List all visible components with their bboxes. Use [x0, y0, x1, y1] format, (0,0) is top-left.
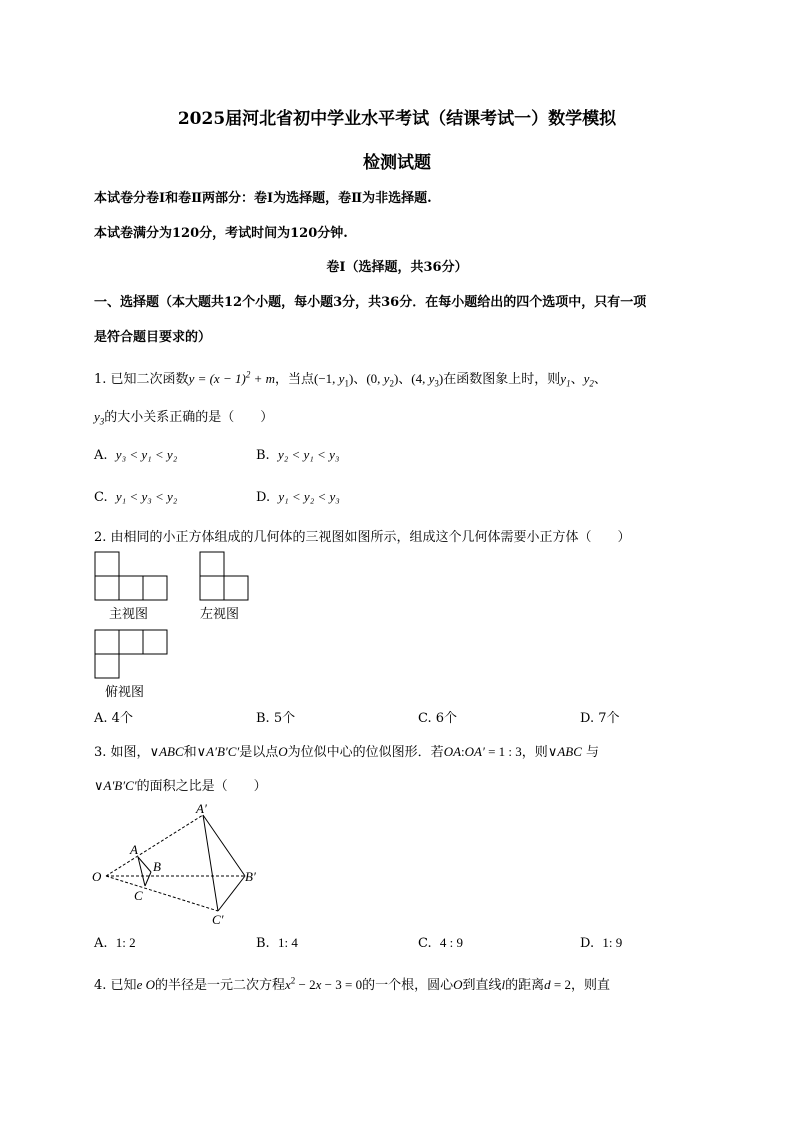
point-A-prime-label: A′	[196, 801, 207, 816]
top-view-label: 俯视图	[105, 685, 145, 700]
question-3-stem-cont: ∨A′B′C′的面积之比是（ ）	[94, 778, 267, 794]
section-instructions-line-2: 是符合题目要求的）	[94, 330, 212, 345]
q1-option-a[interactable]: A. y₃ < y₁ < y₂	[94, 447, 178, 463]
point-B-prime-label: B′	[245, 869, 256, 884]
point-A-label: A	[130, 842, 138, 857]
q3-option-b[interactable]: B. 1: 4	[256, 935, 298, 951]
page-subtitle: 检测试题	[363, 153, 431, 173]
left-view-label: 左视图	[200, 607, 240, 622]
section-instructions-line-1: 一、选择题（本大题共12个小题，每小题3分，共36分．在每小题给出的四个选项中，只有一项	[94, 295, 647, 310]
intro-line-2: 本试卷满分为120分，考试时间为120分钟.	[94, 226, 348, 241]
homothety-figure	[88, 800, 278, 928]
point-C-label: C	[134, 888, 143, 903]
section-heading: 卷Ⅰ（选择题，共36分）	[326, 260, 468, 275]
q2-option-b[interactable]: B. 5个	[256, 711, 296, 726]
point-2: (0, $y_2$)	[366, 371, 399, 389]
front-view-label: 主视图	[109, 607, 149, 622]
question-3-stem: 3. 如图，∨ABC和∨A′B′C′是以点O为位似中心的位似图形．若OA:OA′ = 1 : 3，则∨ABC 与	[94, 744, 600, 760]
q2-option-d[interactable]: D. 7个	[580, 711, 620, 726]
question-1-stem: 1. 已知二次函数$y = (x - 1)^2 + m$，当点(−1, $y_1$)、(0, $y_2$)、(4, $y_3$)在函数图象上时，则$y_1$、$y_2$、	[94, 369, 607, 389]
q1-option-d[interactable]: D. y₁ < y₂ < y₃	[256, 489, 340, 505]
question-2-stem: 2. 由相同的小正方体组成的几何体的三视图如图所示，组成这个几何体需要小正方体（ ）	[94, 530, 631, 545]
point-3: (4, $y_3$)	[411, 371, 444, 389]
question-4-stem: 4. 已知e O的半径是一元二次方程$x^2 - 2x - 3 = 0$的一个根，圆心O到直线l的距离d = 2，则直	[94, 975, 610, 993]
function-formula: $y = (x - 1)^2 + m$	[188, 369, 275, 386]
q3-option-a[interactable]: A. 1: 2	[94, 935, 136, 951]
intro-line-1: 本试卷分卷Ⅰ和卷Ⅱ两部分：卷Ⅰ为选择题，卷Ⅱ为非选择题.	[94, 191, 432, 206]
q3-option-c[interactable]: C. 4 : 9	[418, 935, 464, 951]
q2-option-c[interactable]: C. 6个	[418, 711, 458, 726]
question-number: 1.	[94, 372, 107, 387]
point-O-label: O	[92, 869, 102, 884]
point-B-label: B	[153, 859, 161, 874]
point-1: (−1, $y_1$)	[314, 371, 354, 389]
page-title: 2025届河北省初中学业水平考试（结课考试一）数学模拟	[177, 109, 617, 129]
q1-option-b[interactable]: B. y₂ < y₁ < y₃	[256, 447, 340, 463]
q2-option-a[interactable]: A. 4个	[94, 711, 133, 726]
question-1-stem-cont: $y_3$的大小关系正确的是（ ）	[94, 409, 274, 427]
point-C-prime-label: C′	[212, 912, 224, 927]
q1-option-c[interactable]: C. y₁ < y₃ < y₂	[94, 489, 178, 505]
q3-option-d[interactable]: D. 1: 9	[580, 935, 623, 951]
